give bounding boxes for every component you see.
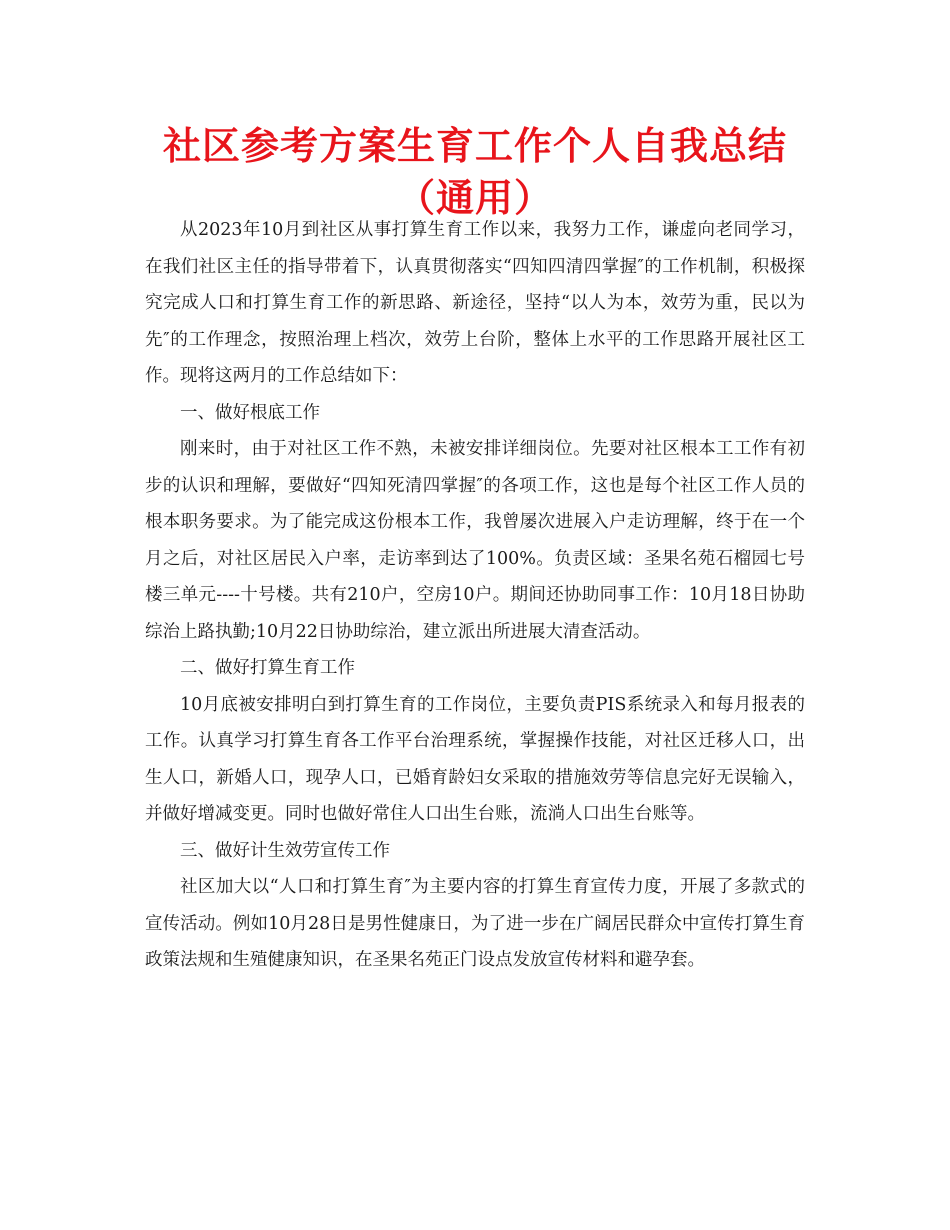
document-title: 社区参考方案生育工作个人自我总结（通用） — [162, 124, 787, 220]
paragraph-intro: 从2023年10月到社区从事打算生育工作以来，我努力工作，谦虚向老同学习，在我们社区主任的指导带着下，认真贯彻落实“四知四清四掌握″的工作机制，积极探究完成人口和打算生育工作的新思路、新途径，坚持“以人为本，效劳为重，民以为先″的工作理念，按照治理上档次，效劳上台阶，整体上水平的工作思路开展社区工作。现将这两月的工作总结如下： — [145, 220, 805, 386]
section-heading-3: 三、做好计生效劳宣传工作 — [180, 840, 390, 861]
paragraph-section-3: 社区加大以“人口和打算生育″为主要内容的打算生育宣传力度，开展了多款式的宣传活动。例如10月28日是男性健康日，为了进一步在广阔居民群众中宣传打算生育政策法规和生殖健康知识，在圣果名苑正门设点发放宣传材料和避孕套。 — [145, 877, 805, 970]
paragraph-section-1: 刚来时，由于对社区工作不熟，未被安排详细岗位。先要对社区根本工工作有初步的认识和理解，要做好“四知死清四掌握″的各项工作，这也是每个社区工作人员的根本职务要求。为了能完成这份根本工作，我曾屡次进展入户走访理解，终于在一个月之后，对社区居民入户率，走访率到达了100%。负责区域：圣果名苑石榴园七号楼三单元----十号楼。共有210户，空房10户。期间还协助同事工作：10月18日协助综治上路执勤;10月22日协助综治，建立派出所进展大清查活动。 — [145, 439, 805, 642]
document-body — [145, 212, 805, 979]
section-heading-1: 一、做好根底工作 — [180, 402, 320, 423]
paragraph-section-2: 10月底被安排明白到打算生育的工作岗位，主要负责PIS系统录入和每月报表的工作。认真学习打算生育各工作平台治理系统，掌握操作技能，对社区迁移人口，出生人口，新婚人口，现孕人口，已婚育龄妇女采取的措施效劳等信息完好无误输入，并做好增减变更。同时也做好常住人口出生台账，流淌人口出生台账等。 — [145, 694, 805, 824]
section-heading-2: 二、做好打算生育工作 — [180, 658, 355, 678]
